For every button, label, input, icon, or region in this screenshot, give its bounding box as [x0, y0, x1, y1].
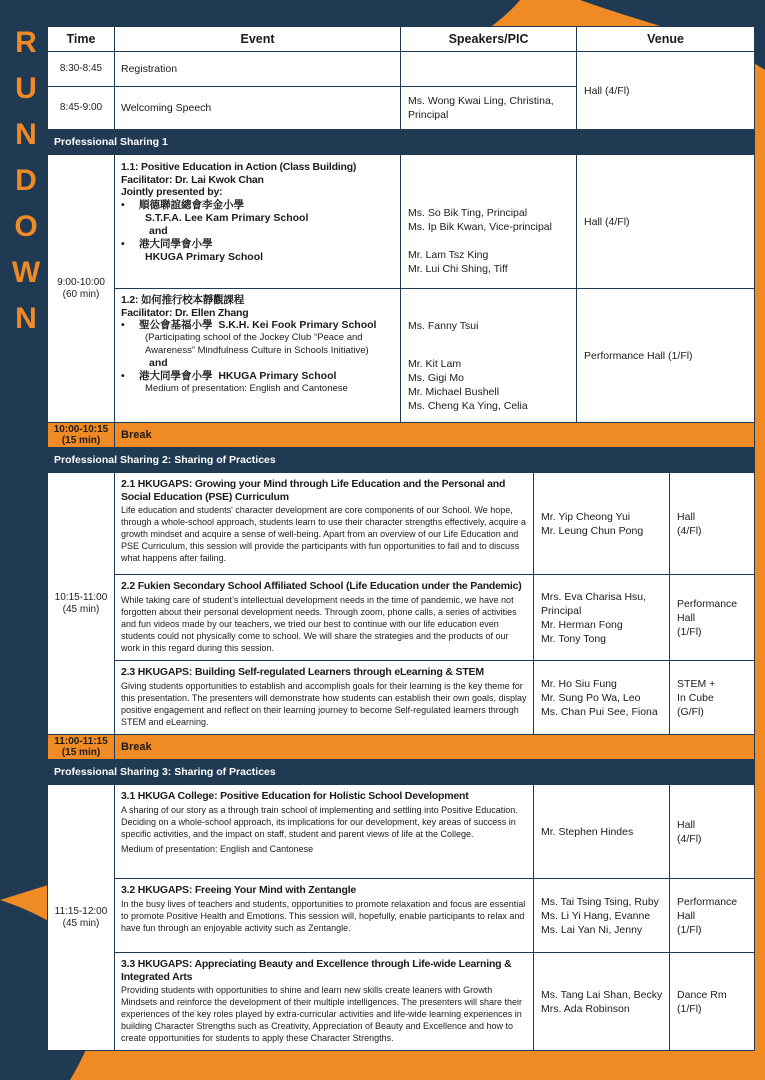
table-row [48, 785, 755, 879]
speaker-name: Mrs. Eva Charisa Hsu, [541, 590, 647, 603]
table-row [48, 52, 755, 87]
venue-name: STEM + [677, 677, 716, 690]
time-range: 9:00-10:00 [57, 276, 105, 288]
speaker-name: Ms. Gigi Mo [408, 372, 465, 384]
time-cell: 8:30-8:45 [48, 52, 115, 87]
and-label: and [149, 224, 168, 237]
time-range: 10:00-10:15 [53, 424, 109, 435]
and-label: and [149, 357, 168, 369]
venue-floor: (G/Fl) [677, 705, 704, 718]
venue-cell [670, 661, 755, 735]
time-cell [48, 785, 115, 1051]
session-title: 2.2 Fukien Secondary School Affiliated School (Life Education under the Pandemic) [121, 580, 522, 592]
school-name-zh: 港大同學會小學 [139, 237, 213, 250]
section-header-row [48, 760, 755, 785]
venue-floor: (1/Fl) [677, 923, 702, 936]
speaker-cell [401, 87, 577, 130]
section-title: Professional Sharing 3: Sharing of Practices [48, 760, 755, 785]
time-duration: (15 min) [61, 747, 101, 758]
time-duration: (45 min) [62, 917, 100, 929]
medium-note: Medium of presentation: English and Cantonese [121, 843, 314, 854]
table-row [48, 155, 755, 289]
side-letter: N [15, 118, 37, 151]
session-title: 1.1: Positive Education in Action (Class Building) [121, 161, 357, 173]
venue-cell: Hall (4/Fl) [577, 155, 755, 289]
speaker-name: Ms. Cheng Ka Ying, Celia [408, 400, 528, 412]
speaker-cell [401, 52, 577, 87]
side-letter: U [15, 72, 37, 105]
speaker-title: Principal [408, 109, 449, 121]
venue-name: Dance Rm [677, 988, 727, 1001]
table-row [48, 575, 755, 661]
venue-floor: (1/Fl) [677, 625, 702, 638]
session-2-1 [115, 473, 534, 575]
jointly-label: Jointly presented by: [121, 186, 223, 198]
session-1-2: 1.2: 如何推行校本靜觀課程 Facilitator: Dr. Ellen Zhang • 聖公會基福小學 S.K.H. Kei Fook Primary School (Participating school of the Jockey Club “Peace and Awareness” Mindfulness Culture in Schools Initiative) and • 港大同學會小學 HKUGA Primary School Medium of presentation: English and Cantonese [115, 289, 401, 423]
venue-cell [670, 879, 755, 953]
speaker-name: Mr. Tony Tong [541, 632, 606, 645]
speaker-name: Mr. Ho Siu Fung [541, 677, 617, 690]
session-description: A sharing of our story as a through train school of implementing and settling into Positive Education. Deciding on a whole-school approach, its implications for our development, key areas of success in specific activities, and the impact on staff, student and parent views of life at the College. [121, 804, 518, 839]
table-row [48, 953, 755, 1051]
venue-name: Hall [677, 510, 696, 523]
session-description: Giving students opportunities to establish and accomplish goals for their learning is the key theme for this presentation. The presenters will demonstrate how students can establish their own goals, display positive engagement and reflect on their learning journey to become Self-regulated learners through STEM and eLearning. [121, 680, 527, 727]
break-label: Break [115, 423, 755, 448]
session-title: 3.2 HKUGAPS: Freeing Your Mind with Zentangle [121, 884, 357, 896]
session-title: 1.2: 如何推行校本靜觀課程 [121, 294, 245, 306]
session-description: While taking care of student’s intellectual development needs in the time of pandemic, we have not forgotten about their personal development needs. Through zoom, phone calls, a series of activities and fun videos made by our teachers, we tried our best to continue with our life education even students could not physically come to school. We will share the strategies and the products of our work in this regard during this session. [121, 594, 517, 653]
header-time: Time [48, 27, 115, 52]
break-label: Break [115, 735, 755, 760]
speaker-cell [534, 953, 670, 1051]
school-name-en: HKUGA Primary School [145, 250, 264, 263]
session-description: In the busy lives of teachers and students, opportunities to promote relaxation and focus are essential to promote Positive Health and Emotions. This session will, hopefully, enable participants to relax and have fun through an enjoyable activity such as Zentangle. [121, 898, 526, 933]
venue-name: Hall [677, 818, 696, 831]
time-duration: (15 min) [61, 435, 101, 446]
session-description: Providing students with opportunities to shine and learn new skills create leaners with Growth Mindsets and reinforce the development of their multiple intelligences. The presenters will share their experiences of the key roles played by extra-curricular activities and life-wide learning experiences in building Character Strengths such as Creativity, Appreciation of Beauty and Excellence and how to create opportunities for students to apply these Character Strengths. [121, 985, 523, 1043]
rundown-side-title [10, 20, 42, 342]
session-3-2 [115, 879, 534, 953]
speaker-title: Principal [541, 604, 582, 617]
speaker-name: Mr. Michael Bushell [408, 386, 500, 398]
side-letter: D [15, 164, 37, 197]
table-row [48, 661, 755, 735]
speaker-name: Mr. Herman Fong [541, 618, 623, 631]
time-cell [48, 473, 115, 735]
time-range: 11:15-12:00 [54, 905, 108, 917]
session-3-3 [115, 953, 534, 1051]
session-2-2 [115, 575, 534, 661]
event-cell: Welcoming Speech [115, 87, 401, 130]
time-cell [48, 155, 115, 423]
school-name-en: HKUGA Primary School [218, 370, 337, 382]
school-name-zh: 聖公會基福小學 [139, 319, 213, 331]
venue-floor: (4/Fl) [677, 832, 702, 845]
venue-name: Performance [677, 597, 738, 610]
header-event: Event [115, 27, 401, 52]
time-range: 11:00-11:15 [54, 736, 108, 747]
side-letter: N [15, 302, 37, 335]
speaker-cell [401, 289, 577, 423]
speaker-name: Mr. Yip Cheong Yui [541, 510, 631, 523]
facilitator: Facilitator: Dr. Ellen Zhang [121, 306, 249, 319]
header-speakers: Speakers/PIC [401, 27, 577, 52]
speaker-name: Mrs. Ada Robinson [541, 1002, 630, 1015]
speaker-name: Mr. Kit Lam [408, 358, 462, 370]
speaker-cell [534, 575, 670, 661]
speaker-name: Mr. Sung Po Wa, Leo [541, 691, 641, 704]
school-name-en: S.K.H. Kei Fook Primary School [218, 319, 377, 331]
session-title: 3.3 HKUGAPS: Appreciating Beauty and Excellence through Life-wide Learning & Integrated Arts [121, 958, 512, 983]
venue-floor: (4/Fl) [677, 524, 702, 537]
side-letter: O [14, 210, 38, 243]
session-title: 2.1 HKUGAPS: Growing your Mind through Life Education and the Personal and Social Education (PSE) Curriculum [121, 478, 506, 503]
speaker-name: Mr. Stephen Hindes [541, 825, 634, 838]
speaker-cell [534, 661, 670, 735]
speaker-name: Ms. Lai Yan Ni, Jenny [541, 923, 643, 936]
time-duration: (45 min) [62, 603, 100, 615]
side-letter: W [11, 256, 41, 289]
session-3-1 [115, 785, 534, 879]
venue-cell [670, 785, 755, 879]
venue-name: Hall [677, 611, 696, 624]
speaker-name: Ms. Fanny Tsui [408, 320, 479, 332]
speaker-name: Mr. Leung Chun Pong [541, 524, 644, 537]
speaker-name: Mr. Lam Tsz King [408, 248, 489, 261]
venue-cell [670, 575, 755, 661]
session-description: Life education and students' character development are core components of our School. We hope, through a whole-school approach, students learn to use their character strengths effectively, acquire a growth mindset and acquire a sense of well-being. Apart from an overview of our Life Education and PSE Curriculum, this session will provide the participants with fun opportunities to fail and to discuss what happens after failing. [121, 505, 526, 563]
venue-floor: (1/Fl) [677, 1002, 702, 1015]
time-cell [48, 423, 115, 448]
time-cell: 8:45-9:00 [48, 87, 115, 130]
section-header-row [48, 448, 755, 473]
table-row [48, 879, 755, 953]
speaker-name: Ms. So Bik Ting, Principal [408, 206, 528, 219]
venue-name: Hall [677, 909, 696, 922]
time-duration: (60 min) [62, 288, 100, 300]
speaker-name: Ms. Wong Kwai Ling, Christina, [408, 95, 554, 107]
venue-name: Performance [677, 895, 738, 908]
speaker-name: Ms. Tang Lai Shan, Becky [541, 988, 663, 1001]
session-2-3 [115, 661, 534, 735]
school-name-zh: 順德聯誼總會李金小學 [139, 198, 244, 211]
break-row [48, 735, 755, 760]
speaker-name: Ms. Li Yi Hang, Evanne [541, 909, 651, 922]
school-name-en: S.T.F.A. Lee Kam Primary School [145, 211, 309, 224]
venue-cell [670, 953, 755, 1051]
table-row [48, 473, 755, 575]
header-venue: Venue [577, 27, 755, 52]
session-1-1: 1.1: Positive Education in Action (Class Building) Facilitator: Dr. Lai Kwok Chan Jointly presented by: • 順德聯誼總會李金小學 S.T.F.A. Lee Kam Primary School and • 港大同學會小學 HKUGA Primary School [115, 155, 401, 289]
venue-cell [670, 473, 755, 575]
side-letter: R [15, 26, 37, 59]
speaker-cell [534, 879, 670, 953]
section-header-row [48, 130, 755, 155]
break-row [48, 423, 755, 448]
table-header-row [48, 27, 755, 52]
section-title: Professional Sharing 2: Sharing of Practices [48, 448, 755, 473]
time-range: 10:15-11:00 [54, 591, 108, 603]
speaker-name: Ms. Ip Bik Kwan, Vice-principal [408, 220, 552, 233]
speaker-name: Ms. Tai Tsing Tsing, Ruby [541, 895, 659, 908]
speaker-cell [401, 155, 577, 289]
facilitator: Facilitator: Dr. Lai Kwok Chan [121, 173, 264, 186]
rundown-table [47, 26, 755, 1051]
session-title: 2.3 HKUGAPS: Building Self-regulated Learners through eLearning & STEM [121, 666, 484, 678]
medium-note: Medium of presentation: English and Cantonese [145, 383, 348, 394]
speaker-name: Mr. Lui Chi Shing, Tiff [408, 262, 508, 275]
school-note: (Participating school of the Jockey Club “Peace and Awareness” Mindfulness Culture in Schools Initiative) [145, 332, 369, 356]
school-name-zh: 港大同學會小學 [139, 370, 213, 382]
speaker-name: Ms. Chan Pui See, Fiona [541, 705, 658, 718]
session-title: 3.1 HKUGA College: Positive Education for Holistic School Development [121, 790, 469, 802]
venue-name: In Cube [677, 691, 714, 704]
speaker-cell [534, 473, 670, 575]
venue-cell: Performance Hall (1/Fl) [577, 289, 755, 423]
section-title: Professional Sharing 1 [48, 130, 755, 155]
event-cell: Registration [115, 52, 401, 87]
time-cell [48, 735, 115, 760]
venue-cell: Hall (4/Fl) [577, 52, 755, 130]
speaker-cell [534, 785, 670, 879]
table-row [48, 289, 755, 423]
